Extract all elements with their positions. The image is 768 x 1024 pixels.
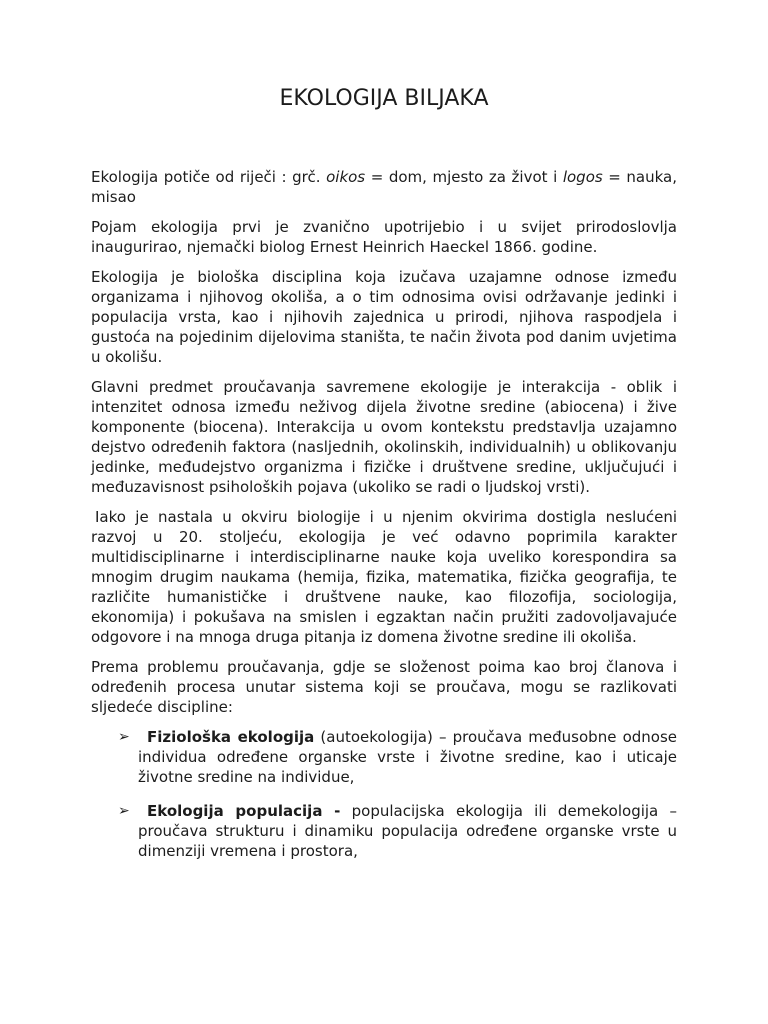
paragraph-multidisciplinary: Iako je nastala u okviru biologije i u njenim okvirima dostigla neslućeni razvoj u 20. stoljeću, ekologija je već odavno poprimila karakter multidisciplinarne i interdisciplinarne nauke koja uveliko korespondira sa mnogim drugim naukama (hemija, fizika, matematika, fizička geografija, te različite humanističke i društvene nauke, kao filozofija, sociologija, ekonomija) i pokušava na smislen i egzaktan način pružiti zadovoljavajuće odgovore i na mnoga druga pitanja iz domena životne sredine ili okoliša. xyxy=(91,508,677,646)
discipline-name: Fiziološka ekologija xyxy=(147,728,315,746)
term-logos: logos xyxy=(562,168,603,186)
arrow-bullet-icon xyxy=(118,801,130,821)
arrow-bullet-icon xyxy=(118,727,130,747)
intro-text: Ekologija potiče od riječi : grč. xyxy=(91,168,327,186)
discipline-list xyxy=(91,727,677,861)
list-item xyxy=(91,727,677,787)
page-title: EKOLOGIJA BILJAKA xyxy=(279,86,489,111)
discipline-name: Ekologija populacija - xyxy=(147,802,341,820)
intro-text: = nauka, misao xyxy=(91,168,677,206)
term-oikos: oikos xyxy=(326,168,366,186)
document-body xyxy=(91,86,677,875)
paragraph-haeckel: Pojam ekologija prvi je zvanično upotrijebio i u svijet prirodoslovlja inaugurirao, njemački biolog Ernest Heinrich Haeckel 1866. godine. xyxy=(91,218,677,256)
paragraph-disciplines-intro: Prema problemu proučavanja, gdje se složenost poima kao broj članova i određenih procesa unutar sistema koji se proučava, mogu se razlikovati sljedeće discipline: xyxy=(91,658,677,716)
intro-text: = dom, mjesto za život i xyxy=(365,168,563,186)
paragraph-interaction: Glavni predmet proučavanja savremene ekologije je interakcija - oblik i intenzitet odnosa između neživog dijela životne sredine (abiocena) i žive komponente (biocena). Interakcija u ovom kontekstu predstavlja uzajamno dejstvo određenih faktora (nasljednih, okolinskih, individualnih) u oblikovanju jedinke, međudejstvo organizma i fizičke i društvene sredine, uključujući i međuzavisnost psiholoških pojava (ukoliko se radi o ljudskoj vrsti). xyxy=(91,378,677,496)
discipline-description: populacijska ekologija ili demekologija – proučava strukturu i dinamiku populacija određene organske vrste u dimenziji vremena i prostora, xyxy=(138,802,677,860)
intro-paragraph xyxy=(91,167,677,207)
list-item xyxy=(91,801,677,861)
paragraph-definition: Ekologija je biološka disciplina koja izučava uzajamne odnose između organizama i njihovog okoliša, a o tim odnosima ovisi održavanje jedinki i populacija vrsta, kao i njihovih zajednica u prirodi, njihova raspodjela i gustoća na pojedinim dijelovima staništa, te način života pod danim uvjetima u okolišu. xyxy=(91,268,677,366)
discipline-description: (autoekologija) – proučava međusobne odnose individua određene organske vrste i životne sredine, kao i uticaje životne sredine na individue, xyxy=(138,728,677,786)
